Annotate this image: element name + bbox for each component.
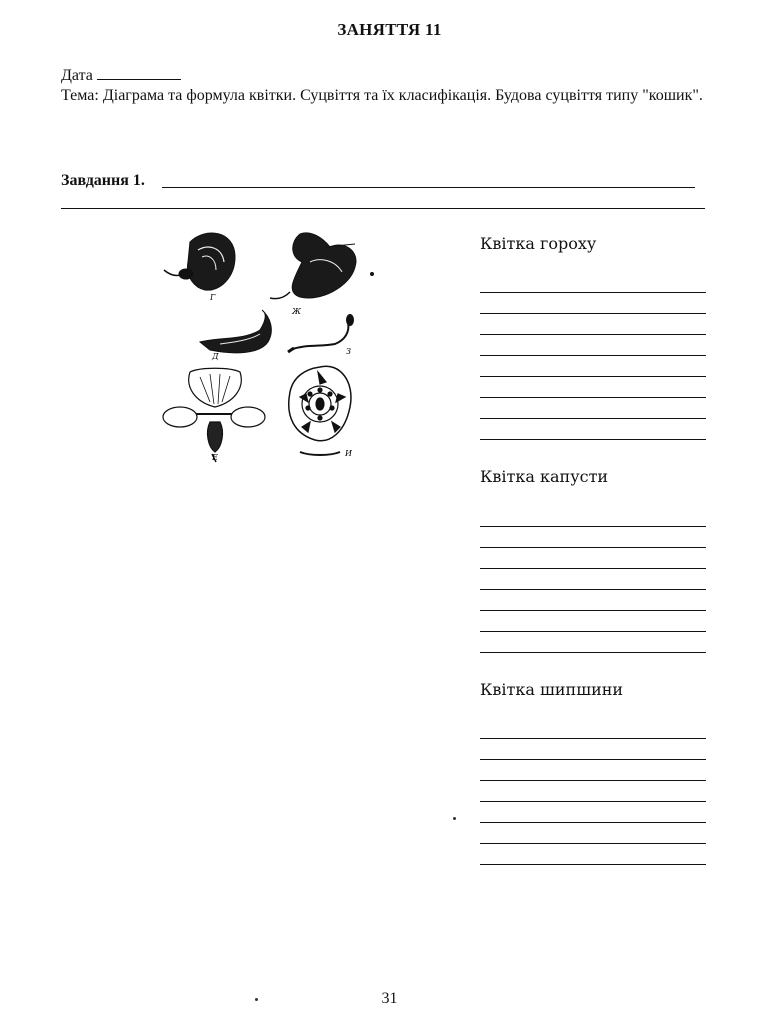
answer-line[interactable] [480,738,706,739]
answer-line[interactable] [480,610,706,611]
answer-line[interactable] [480,568,706,569]
figure-label-i: И [345,449,352,458]
keel-petal [200,310,271,353]
topic [61,86,711,106]
answer-line[interactable] [480,526,706,527]
answer-line[interactable] [480,439,706,440]
answer-line[interactable] [480,334,706,335]
answer-line[interactable] [480,759,706,760]
dissected-flower [163,368,265,462]
pea-flower-illustration [150,222,380,472]
figure-label-d: Д [212,352,219,361]
answer-line[interactable] [480,631,706,632]
answer-line[interactable] [480,547,706,548]
answer-line[interactable] [480,418,706,419]
answer-line[interactable] [480,397,706,398]
task-answer-line-2[interactable] [61,208,705,209]
task-label: Завдання 1. [61,172,145,189]
scan-speck [453,817,456,820]
answer-line[interactable] [480,822,706,823]
answer-line[interactable] [480,864,706,865]
page-title: ЗАНЯТТЯ 11 [337,20,442,39]
topic-label: Тема: [61,87,99,104]
date-label: Дата [61,67,93,84]
figure-label-zh: Ж [292,307,301,316]
answer-line[interactable] [480,801,706,802]
date-blank-line[interactable] [97,64,181,80]
answer-line[interactable] [480,843,706,844]
caption-pea-flower: Квітка гороху [480,234,597,253]
figure-label-z: З [346,347,351,356]
answer-line[interactable] [480,652,706,653]
flower-open-view [270,233,374,299]
topic-text: Діаграма та формула квітки. Суцвіття та їх класифікація. Будова суцвіття типу "кошик". [98,87,703,104]
page-number: 31 [381,990,398,1007]
task-answer-line[interactable] [162,187,695,188]
caption-rosehip-flower: Квітка шипшини [480,680,624,699]
answer-line[interactable] [480,355,706,356]
answer-line[interactable] [480,313,706,314]
answer-line[interactable] [480,292,706,293]
answer-line[interactable] [480,376,706,377]
figure-label-e: Е [212,453,218,462]
flower-side-view [164,233,235,290]
date-field [61,64,181,85]
figure-label-g: Г [210,293,216,302]
answer-line[interactable] [480,589,706,590]
answer-line[interactable] [480,780,706,781]
caption-cabbage-flower: Квітка капусти [480,467,609,486]
stamen-column [288,315,353,352]
floral-diagram [289,366,351,455]
